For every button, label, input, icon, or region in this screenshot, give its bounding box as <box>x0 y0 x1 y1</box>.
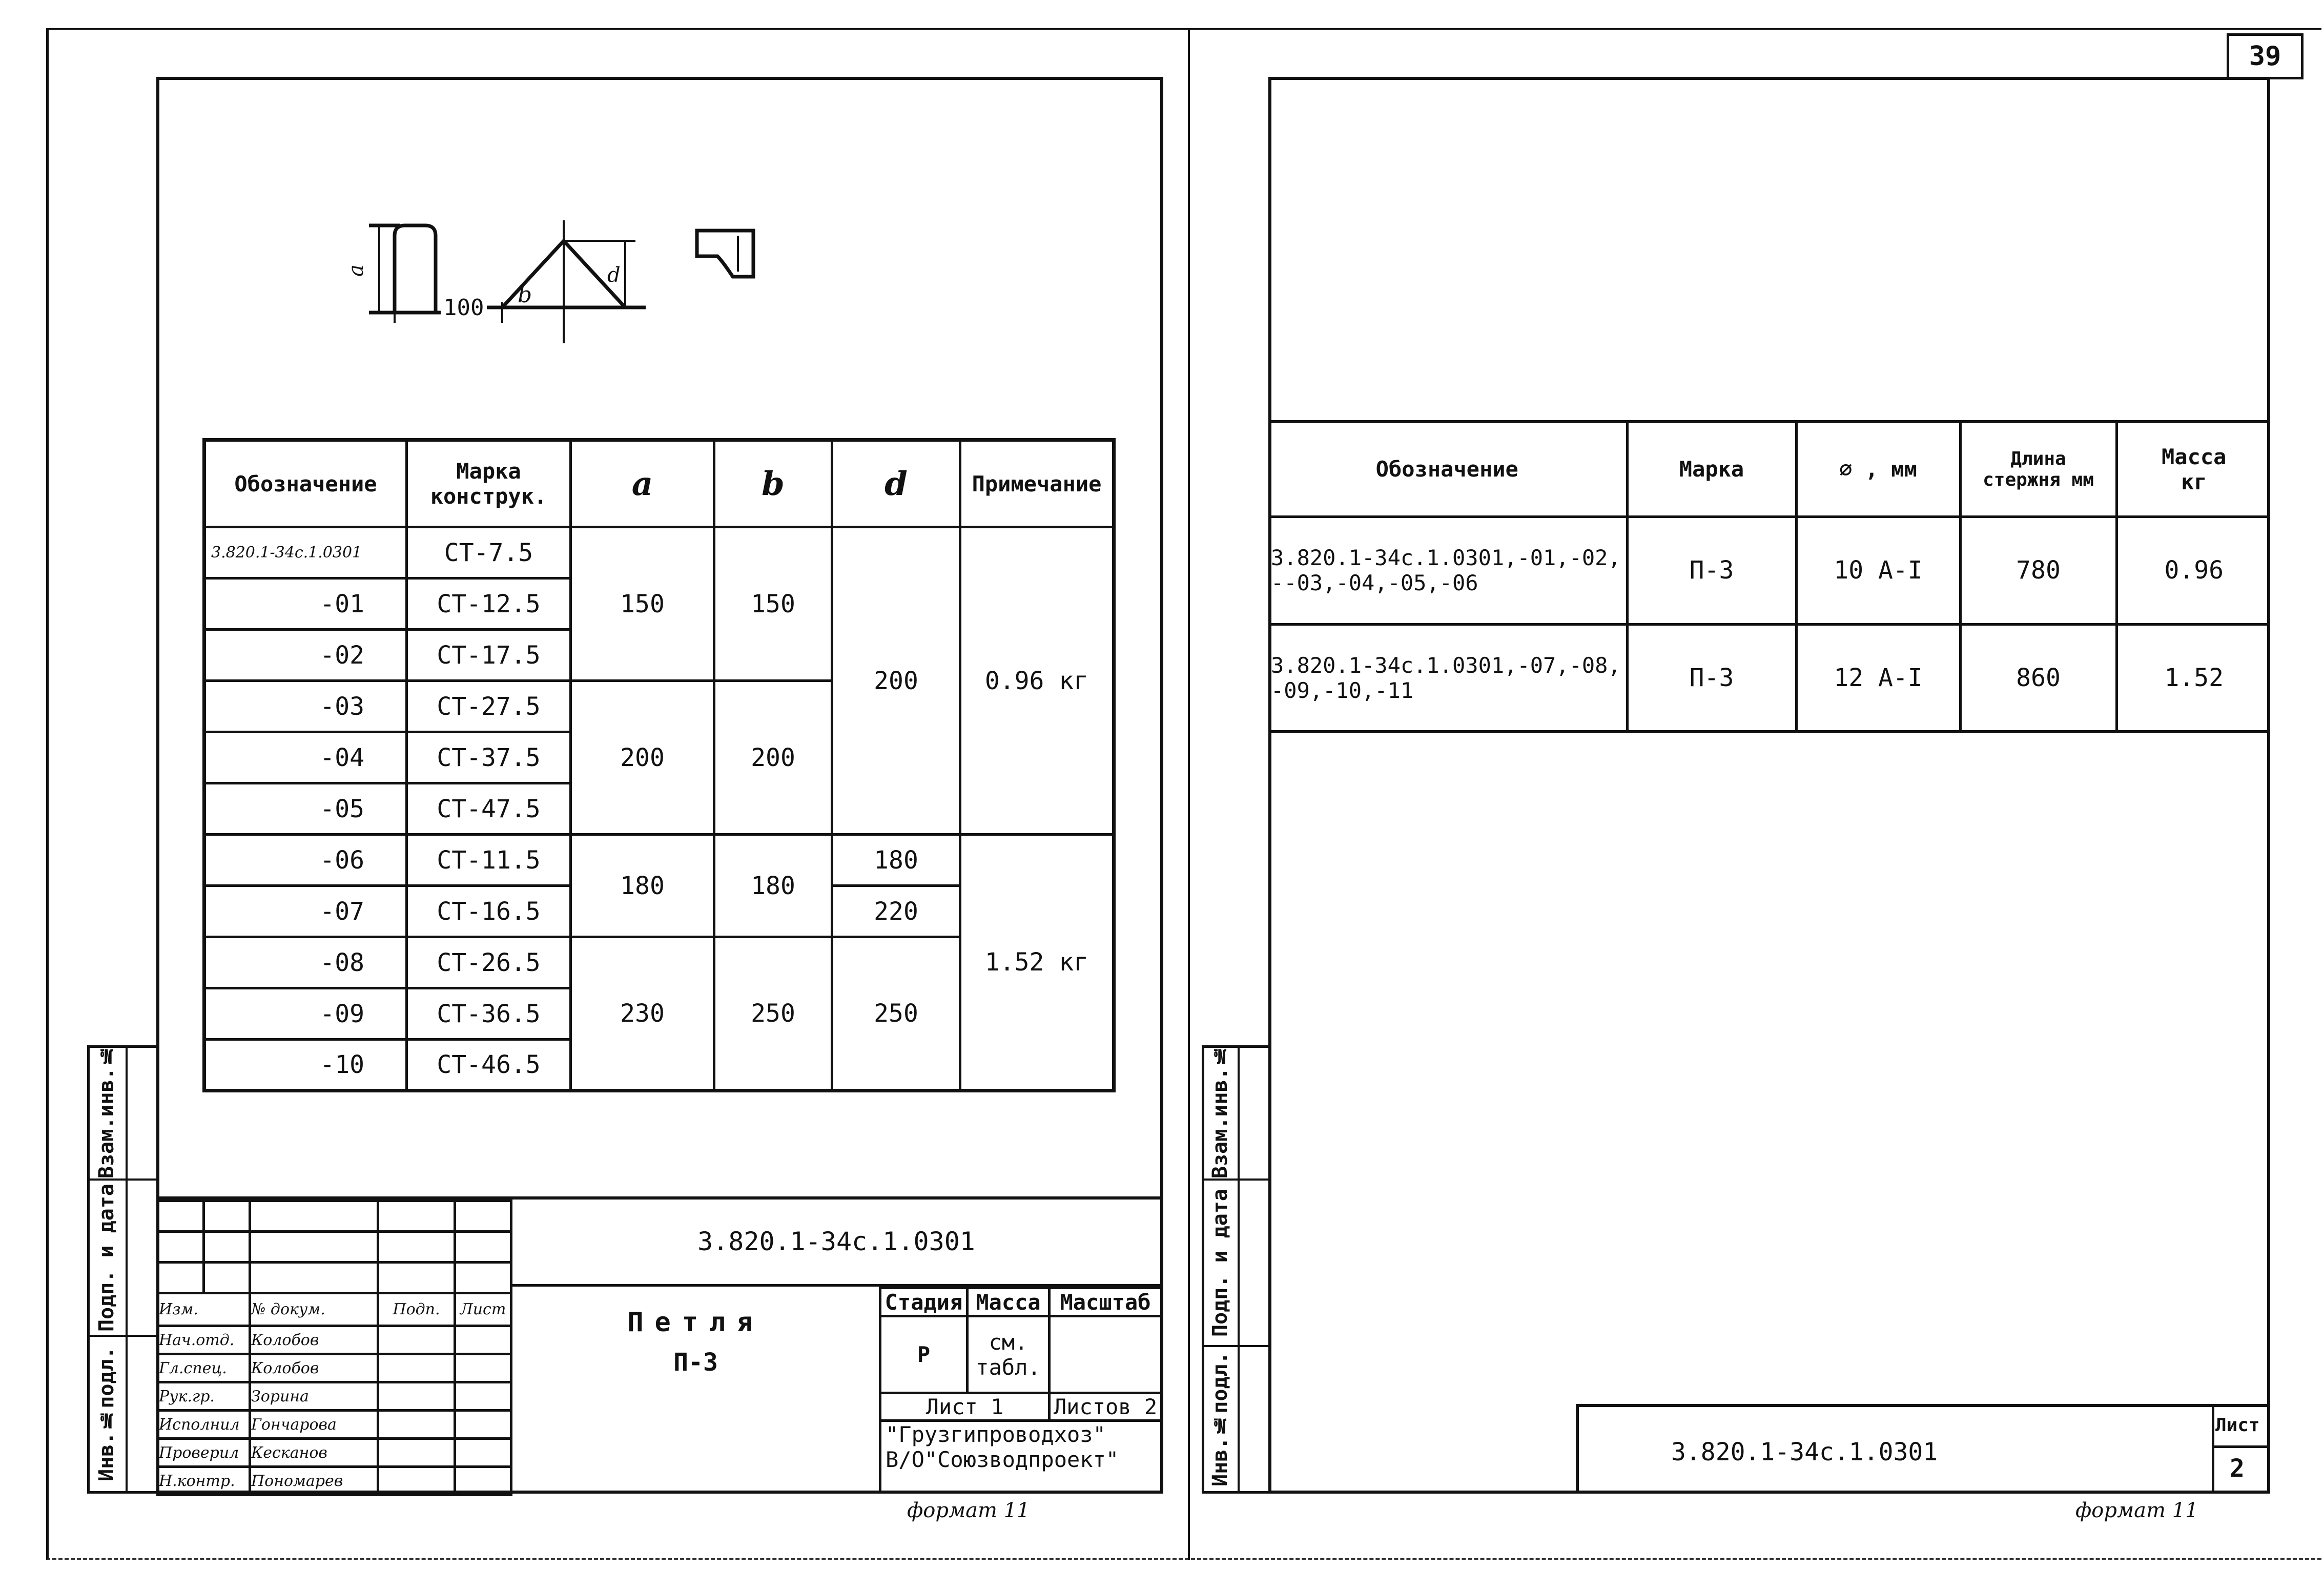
row-designation: -03 <box>204 681 407 732</box>
drawing-name-sub: П-3 <box>673 1348 718 1377</box>
sign-role: Изм. <box>158 1293 250 1326</box>
loop-top-view <box>697 231 753 277</box>
sign-name: Колобов <box>250 1354 378 1382</box>
mass-label: Масса <box>968 1288 1050 1316</box>
spec-length: 780 <box>1960 516 2116 624</box>
note-value: 0.96 кг <box>960 527 1114 835</box>
side-label-inventory: Инв.№подл. <box>1208 1352 1232 1487</box>
sign-name: Гончарова <box>250 1411 378 1439</box>
table-row <box>1268 624 2270 732</box>
sketch-label-d2: d <box>607 263 621 287</box>
stage-table <box>879 1287 1163 1494</box>
spec-diam: 12 А-I <box>1796 624 1960 732</box>
table-row <box>204 835 1114 886</box>
dim-100-label: 100 <box>443 295 484 321</box>
d-value: 220 <box>832 886 960 937</box>
sign-name: Зорина <box>250 1382 378 1411</box>
org-line-1: "Грузгипроводхоз" <box>886 1422 1106 1447</box>
loop-sketch <box>344 200 769 354</box>
table-row <box>158 1467 511 1495</box>
table-row <box>158 1354 511 1382</box>
right-side-strip <box>1202 1045 1271 1494</box>
side-label-replaced: Взам.инв.№ <box>95 1044 118 1179</box>
row-mark: СТ-17.5 <box>407 630 571 681</box>
d-value: 180 <box>832 835 960 886</box>
drawing-code: 3.820.1-34с.1.0301 <box>697 1227 975 1256</box>
row-mark: СТ-46.5 <box>407 1040 571 1091</box>
col-b: b <box>714 440 832 527</box>
a-value: 150 <box>571 527 714 681</box>
row-designation: -02 <box>204 630 407 681</box>
page-number-box <box>2227 33 2304 79</box>
b-value: 250 <box>714 937 832 1091</box>
drawing-name: Петля <box>627 1307 764 1338</box>
sign-role: Нач.отд. <box>158 1326 250 1354</box>
d-value: 250 <box>832 937 960 1091</box>
sketch-label-a: a <box>344 264 368 277</box>
col-d: d <box>832 440 960 527</box>
title-name-cell <box>510 1287 879 1494</box>
sheets-label: Листов 2 <box>1050 1393 1162 1421</box>
row-mark: СТ-26.5 <box>407 937 571 988</box>
left-format-note: формат 11 <box>907 1499 1030 1522</box>
left-side-strip <box>87 1045 159 1494</box>
spec-mark: П-3 <box>1627 516 1796 624</box>
row-designation: -10 <box>204 1040 407 1091</box>
col-mark: Марка конструк. <box>407 440 571 527</box>
row-designation: -05 <box>204 783 407 835</box>
sign-role: Рук.гр. <box>158 1382 250 1411</box>
page-number: 39 <box>2249 41 2281 72</box>
row-designation: -04 <box>204 732 407 783</box>
row-designation: -06 <box>204 835 407 886</box>
col-designation: Обозначение <box>204 440 407 527</box>
right-drawing-code: 3.820.1-34с.1.0301 <box>1671 1438 1938 1466</box>
left-title-block <box>156 1196 1163 1494</box>
b-value: 150 <box>714 527 832 681</box>
sign-name: Колобов <box>250 1326 378 1354</box>
sign-name: Кесканов <box>250 1439 378 1467</box>
right-sheet-value: 2 <box>2230 1454 2245 1483</box>
row-mark: СТ-27.5 <box>407 681 571 732</box>
spec-col-mass: Масса кг <box>2116 422 2270 516</box>
sign-role: Н.контр. <box>158 1467 250 1495</box>
side-label-replaced: Взам.инв.№ <box>1208 1044 1232 1179</box>
a-value: 230 <box>571 937 714 1091</box>
row-designation: -07 <box>204 886 407 937</box>
right-sheet-frame <box>1268 77 2270 1494</box>
spec-col-mark: Марка <box>1627 422 1796 516</box>
sheet-label: Лист 1 <box>880 1393 1050 1421</box>
spec-col-length: Длина стержня мм <box>1960 422 2116 516</box>
stage-label: Стадия <box>880 1288 968 1316</box>
side-label-inventory: Инв.№подл. <box>95 1347 118 1482</box>
d-value: 200 <box>832 527 960 835</box>
spec-table <box>1268 420 2270 733</box>
row-designation: -09 <box>204 988 407 1040</box>
note-value: 1.52 кг <box>960 835 1114 1091</box>
a-value: 180 <box>571 835 714 937</box>
row-mark: СТ-11.5 <box>407 835 571 886</box>
spec-designation: 3.820.1-34с.1.0301,-01,-02, --03,-04,-05,-06 <box>1268 516 1627 624</box>
row-mark: СТ-37.5 <box>407 732 571 783</box>
b-value: 180 <box>714 835 832 937</box>
row-mark: СТ-7.5 <box>407 527 571 578</box>
row-mark: СТ-16.5 <box>407 886 571 937</box>
row-mark: СТ-12.5 <box>407 578 571 630</box>
a-value: 200 <box>571 681 714 835</box>
scale-label: Масштаб <box>1050 1288 1162 1316</box>
spec-mass: 0.96 <box>2116 516 2270 624</box>
org-line-2: В/О"Союзводпроект" <box>886 1447 1119 1472</box>
signature-grid <box>156 1200 512 1496</box>
loop-front-view <box>487 220 646 343</box>
sign-role: Исполнил <box>158 1411 250 1439</box>
right-title-block <box>1576 1404 2270 1494</box>
sheet-divider <box>1188 28 1190 1560</box>
table-row <box>158 1411 511 1439</box>
sign-role: Гл.спец. <box>158 1354 250 1382</box>
spec-designation: 3.820.1-34с.1.0301,-07,-08, -09,-10,-11 <box>1268 624 1627 732</box>
col-note: Примечание <box>960 440 1114 527</box>
table-row <box>1268 516 2270 624</box>
spec-length: 860 <box>1960 624 2116 732</box>
table-row <box>158 1439 511 1467</box>
col-a: a <box>571 440 714 527</box>
spec-diam: 10 А-I <box>1796 516 1960 624</box>
stage-value: Р <box>880 1316 968 1393</box>
loop-side-view <box>369 225 441 323</box>
mass-value: см. табл. <box>968 1316 1050 1393</box>
right-format-note: формат 11 <box>2075 1499 2198 1522</box>
table-row <box>158 1382 511 1411</box>
row-designation: 3.820.1-34с.1.0301 <box>204 527 407 578</box>
side-label-signature: Подп. и дата <box>1208 1189 1232 1337</box>
sign-name: Пономарев <box>250 1467 378 1495</box>
row-mark: СТ-47.5 <box>407 783 571 835</box>
spec-mass: 1.52 <box>2116 624 2270 732</box>
dimensions-table <box>202 438 1116 1092</box>
side-label-signature: Подп. и дата <box>95 1184 118 1332</box>
sketch-label-b: b <box>518 282 532 308</box>
table-row <box>204 527 1114 578</box>
row-mark: СТ-36.5 <box>407 988 571 1040</box>
sign-sheet: Лист <box>455 1293 511 1326</box>
spec-mark: П-3 <box>1627 624 1796 732</box>
b-value: 200 <box>714 681 832 835</box>
spec-col-diam: ⌀ , мм <box>1796 422 1960 516</box>
spec-col-designation: Обозначение <box>1268 422 1627 516</box>
sign-name: № докум. <box>250 1293 378 1326</box>
sign-date: Подп. <box>378 1293 455 1326</box>
table-row <box>158 1293 511 1326</box>
row-designation: -01 <box>204 578 407 630</box>
sign-role: Проверил <box>158 1439 250 1467</box>
table-row <box>158 1326 511 1354</box>
right-sheet-label: Лист <box>2215 1415 2260 1436</box>
row-designation: -08 <box>204 937 407 988</box>
title-code-cell <box>510 1200 1160 1287</box>
